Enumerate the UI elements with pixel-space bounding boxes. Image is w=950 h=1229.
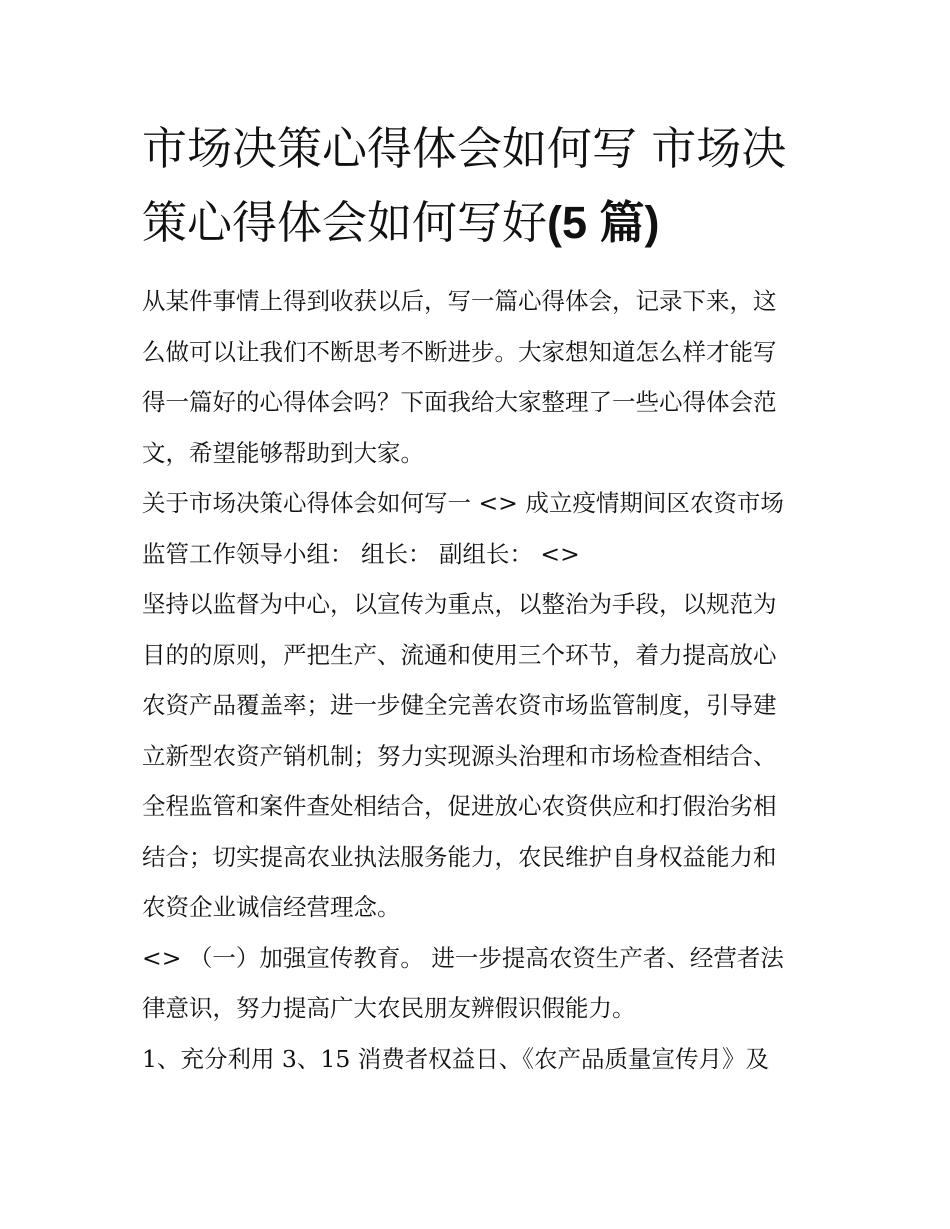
publicity-paragraph [142,933,814,1034]
paragraph-line: 得一篇好的心得体会吗？下面我给大家整理了一些心得体会范 [142,388,777,416]
document-title-count: (5 篇) [547,197,660,248]
document-title-text: 市场决策心得体会如何写 市场决策心得体会如何写好 [142,122,787,249]
paragraph-line: 1、充分利用 3、15 消费者权益日、《农产品质量宣传月》及 [142,1044,769,1073]
principle-paragraph [142,579,814,933]
paragraph-line: 从某件事情上得到收获以后，写一篇心得体会，记录下来，这 [142,287,777,315]
document-body [142,276,814,1084]
paragraph-line: 目的的原则，严把生产、流通和使用三个环节，着力提高放心 [142,640,777,669]
paragraph-line: 律意识，努力提高广大农民朋友辨假识假能力。 [142,994,636,1022]
paragraph-line: 结合；切实提高农业执法服务能力，农民维护自身权益能力和 [142,842,777,871]
paragraph-line: 坚持以监督为中心，以宣传为重点，以整治为手段，以规范为 [142,590,777,618]
section-one-paragraph [142,478,814,579]
list-item-paragraph [142,1034,814,1085]
document-title [142,112,822,260]
paragraph-line: 关于市场决策心得体会如何写一 <> 成立疫情期间区农资市场 [142,489,784,517]
paragraph-line: 全程监管和案件查处相结合，促进放心农资供应和打假治劣相 [142,792,777,820]
paragraph-line: 监管工作领导小组： 组长： 副组长： <> [142,539,580,568]
paragraph-line: 文，希望能够帮助到大家。 [142,438,424,467]
paragraph-line: 么做可以让我们不断思考不断进步。大家想知道怎么样才能写 [142,337,777,366]
paragraph-line: 农资产品覆盖率；进一步健全完善农资市场监管制度，引导建 [142,691,777,719]
paragraph-line: <> （一）加强宣传教育。 进一步提高农资生产者、经营者法 [142,943,784,972]
intro-paragraph [142,276,814,478]
paragraph-line: 立新型农资产销机制；努力实现源头治理和市场检查相结合、 [142,741,777,770]
paragraph-line: 农资企业诚信经营理念。 [142,893,401,921]
